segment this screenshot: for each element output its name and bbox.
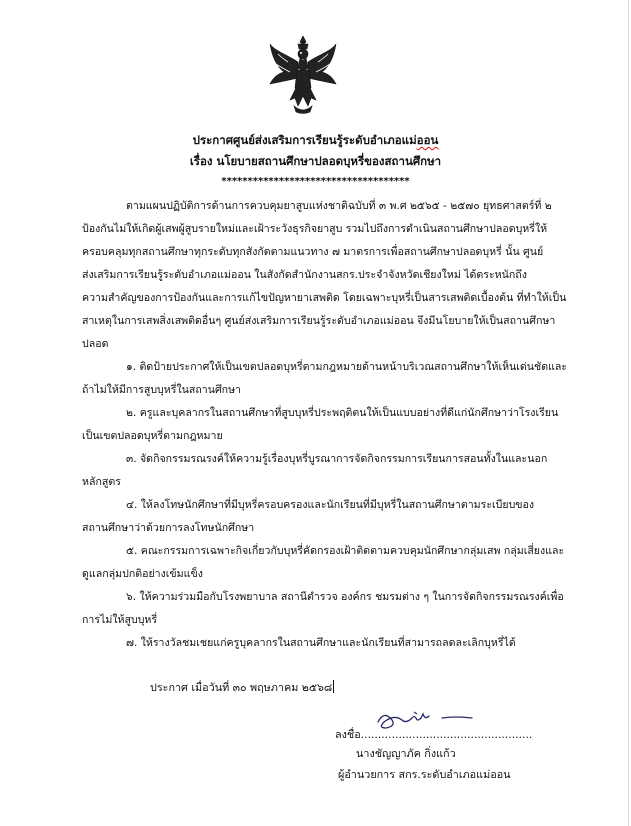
intro-line: ป้องกันไม่ให้เกิดผู้เสพผู้สูบรายใหม่และเฝ้าระวังธุรกิจยาสูบ รวมไปถึงการดำเนินสถานศึกษาปลอดบุหรี่ให้ [82,223,548,235]
intro-line: ความสำคัญของการป้องกันและการแก้ไขปัญหายาเสพติด โดยเฉพาะบุหรี่เป็นสารเสพติดเบื้องต้น ที่ทำให้เป็น [82,292,567,304]
policy-item-6: ๖. ให้ความร่วมมือกับโรงพยาบาล สถานีตำรวจ องค์กร ชมรมต่าง ๆ ในการจัดกิจกรรมรณรงค์เพื่อ [126,591,564,603]
policy-item-2: ๒. ครูและบุคลากรในสถานศึกษาที่สูบบุหรี่ประพฤติตนให้เป็นแบบอย่างที่ดีแก่นักศึกษาว่าโรงเรียน [126,407,559,419]
signature-line: ลงชื่อ.................................................. [335,728,533,741]
policy-item-4: ๔. ให้ลงโทษนักศึกษาที่มีบุหรี่ครอบครองและนักเรียนที่มีบุหรี่ในสถานศึกษาตามระเบียบของ [126,499,535,511]
policy-item-1: ๑. ติดป้ายประกาศให้เป็นเขตปลอดบุหรี่ตามกฎหมายด้านหน้าบริเวณสถานศึกษาให้เห็นเด่นชัดและ [126,361,568,373]
signer-name: นางชัญญาภัค กิ่งแก้ว [356,747,456,760]
intro-line: สาเหตุในการเสพสิ่งเสพติดอื่นๆ ศูนย์ส่งเสริมการเรียนรู้ระดับอำเภอแม่ออน จึงมีนโยบายให้เป็นสถานศึกษา [82,315,556,327]
intro-line: ปลอด [82,338,109,350]
intro-line: ส่งเสริมการเรียนรู้ระดับอำเภอแม่ออน ในสังกัดสำนักงานสกร.ประจำจังหวัดเชียงใหม่ ได้ตระหนักถึง [82,269,527,281]
page-edge [628,0,629,826]
garuda-emblem-icon [268,34,338,116]
policy-item-7: ๗. ให้รางวัลชมเชยแก่ครูบุคลากรในสถานศึกษาและนักเรียนที่สามารถลดละเลิกบุหรี่ได้ [126,637,516,649]
intro-line: ตามแผนปฏิบัติการด้านการควบคุมยาสูบแห่งชาติฉบับที่ ๓ พ.ศ ๒๕๖๕ - ๒๕๗๐ ยุทธศาสตร์ที่ ๒ [126,200,552,212]
announce-date: ประกาศ เมื่อวันที่ ๓๐ พฤษภาคม ๒๕๖๘ [150,681,333,694]
separator-stars: ************************************ [221,176,410,187]
policy-item-5: ๕. คณะกรรมการเฉพาะกิจเกี่ยวกับบุหรี่คัดกรองเฝ้าติดตามควบคุมนักศึกษากลุ่มเสพ กลุ่มเสี่ยงและ [126,545,565,557]
policy-item-6-cont: การไม่ให้สูบบุหรี่ [82,614,158,626]
policy-item-4-cont: สถานศึกษาว่าด้วยการลงโทษนักศึกษา [82,522,255,534]
policy-item-3-cont: หลักสูตร [82,476,121,488]
policy-item-5-cont: ดูแลกลุ่มปกติอย่างเข้มแข็ง [82,568,203,580]
announcement-title: ประกาศศูนย์ส่งเสริมการเรียนรู้ระดับอำเภอแม่ออน [192,133,439,147]
text-cursor [333,680,334,693]
policy-item-1-cont: ถ้าไม่ให้มีการสูบบุหรี่ในสถานศึกษา [82,384,242,396]
announcement-subject: เรื่อง นโยบายสถานศึกษาปลอดบุหรี่ของสถานศึกษา [189,154,442,168]
policy-item-2-cont: เป็นเขตปลอดบุหรี่ตามกฎหมาย [82,430,223,442]
signer-position: ผู้อำนวยการ สกร.ระดับอำเภอแม่ออน [338,768,511,781]
policy-item-3: ๓. จัดกิจกรรมรณรงค์ให้ความรู้เรื่องบุหรี่บูรณาการจัดกิจกรรมการเรียนการสอนทั้งในและนอก [126,453,548,465]
intro-line: ครอบคลุมทุกสถานศึกษาทุกระดับทุกสังกัดตามแนวทาง ๗ มาตรการเพื่อสถานศึกษาปลอดบุหรี่ นั้น ศูนย์ [82,246,544,258]
